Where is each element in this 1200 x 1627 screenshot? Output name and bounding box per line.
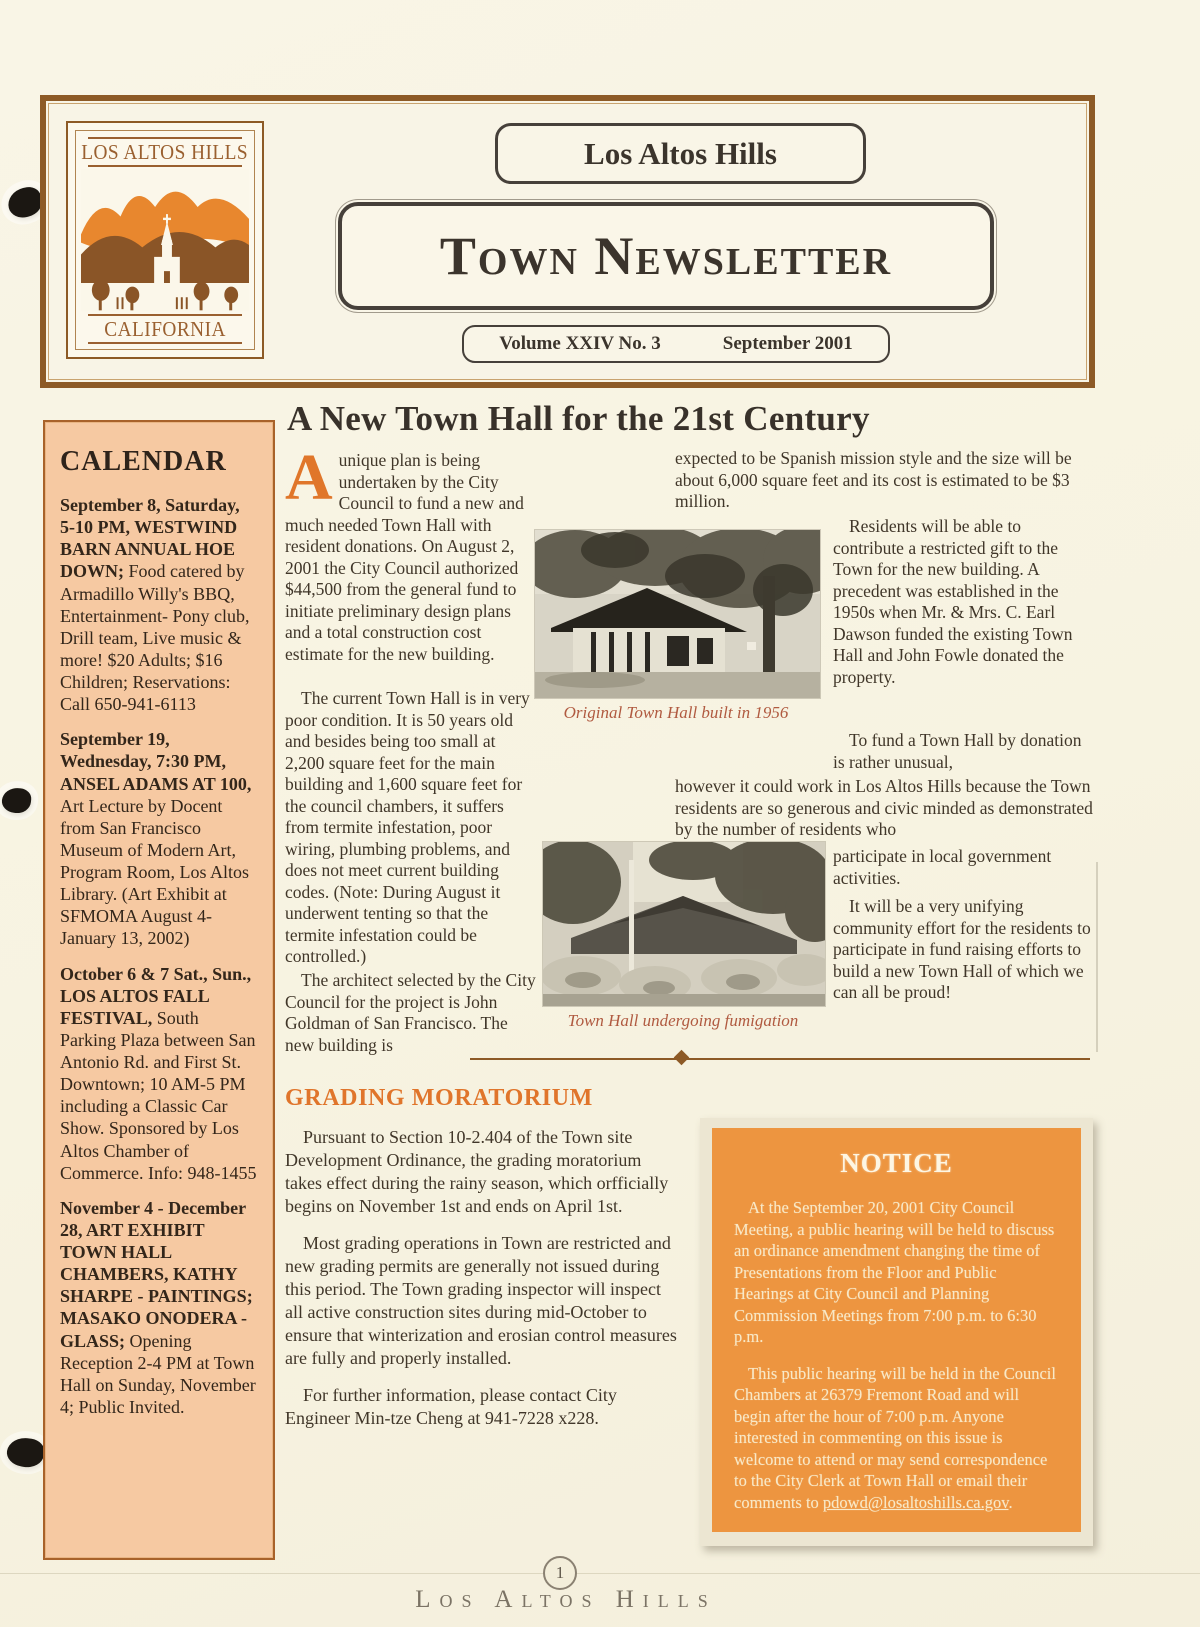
article-paragraph: expected to be Spanish mission style and the size will be about 6,000 square feet and its cost is estimated to be $3 million. [675, 448, 1072, 511]
notice-email-period: . [1008, 1492, 1013, 1512]
calendar-event [60, 494, 258, 715]
masthead-box [40, 95, 1095, 388]
photo-caption: Original Town Hall built in 1956 [563, 703, 789, 722]
event-body: Art Lecture by Docent from San Francisco Museum of Modern Art, Program Room, Los Altos Library. (Art Exhibit at SFMOMA August 4- January 13, 2002) [60, 795, 250, 949]
notice-paragraph [734, 1363, 1059, 1514]
grading-paragraph: For further information, please contact City Engineer Min-tze Cheng at 941-7228 x228. [285, 1385, 617, 1428]
article-paragraph: however it could work in Los Altos Hills because the Town residents are so generous and civic minded as demonstrated by the number of residents who [675, 776, 1093, 839]
page-number: 1 [555, 1563, 565, 1582]
town-name-box [495, 123, 866, 184]
calendar-panel [43, 420, 275, 1560]
binder-hole-bottom [5, 1435, 46, 1469]
event-body: Opening Reception 2-4 PM at Town Hall on Sunday, November 4; Public Invited. [60, 1330, 256, 1417]
article-paragraph: It will be a very unifying community effort for the residents to participate in fund raising efforts to build a new Town Hall of which we can all be proud! [833, 896, 1091, 1002]
article-body [285, 441, 1095, 1066]
calendar-event [60, 963, 258, 1184]
section-divider [470, 1058, 1090, 1060]
calendar-event [60, 728, 258, 949]
event-lead: October 6 & 7 Sat., Sun., LOS ALTOS FALL FESTIVAL, [60, 963, 252, 1028]
article-paragraph: Residents will be able to contribute a restricted gift to the Town for the new building. A precedent was established in the 1950s when Mr. & Mrs. C. Earl Dawson funded the existing Town Hall and John Fowle donated the property. [833, 516, 1073, 687]
drop-cap: A [285, 441, 333, 514]
town-name-label: Los Altos Hills [584, 135, 777, 171]
notice-paragraph: At the September 20, 2001 City Council Meeting, a public hearing will be held to discuss an ordinance amendment changing the time of Presentations from the Floor and Public Hearings at City Council and Planning Commission Meetings from 7:00 p.m. to 6:30 p.m. [734, 1198, 1055, 1346]
event-lead: November 4 - December 28, ART EXHIBIT TOWN HALL CHAMBERS, KATHY SHARPE - PAINTINGS; MASAKO ONODERA - GLASS; [60, 1197, 253, 1351]
logo-rule [88, 165, 243, 167]
notice-email-link[interactable]: pdowd@losaltoshills.ca.gov [822, 1492, 1009, 1512]
binder-hole-top [5, 184, 45, 220]
logo-state-label: CALIFORNIA [104, 316, 226, 341]
article-paragraph [285, 441, 535, 665]
binder-hole-middle [1, 787, 32, 815]
grading-section [285, 1085, 677, 1444]
grading-paragraph: Most grading operations in Town are restricted and new grading permits are generally not issued during this period. The Town grading inspector will inspect all active construction sites during mid-October to ensure that winterization and erosian control measures are fully and properly installed. [285, 1233, 677, 1368]
article-paragraph: The architect selected by the City Council for the project is John Goldman of San Francisco. The new building is [285, 970, 536, 1055]
issue-date-label: September 2001 [722, 333, 853, 354]
photo-caption: Town Hall undergoing fumigation [567, 1011, 799, 1030]
page-number-badge [543, 1556, 577, 1590]
footer-town-name: Los Altos Hills [415, 1586, 717, 1613]
paragraph-text: unique plan is being undertaken by the City Council to fund a new and much needed Town Hall with resident donations. On August 2, 2001 the City Council authorized $44,500 from the general fund to initiate preliminary design plans and a total construction cost estimate for the new building. [285, 450, 524, 664]
calendar-title: CALENDAR [60, 446, 227, 477]
event-body: South Parking Plaza between San Antonio Rd. and First St. Downtown; 10 AM-5 PM including a Classic Car Show. Sponsored by Los Altos Chamber of Commerce. Info: 948-1455 [60, 1007, 257, 1183]
town-logo [66, 121, 264, 359]
article-paragraph: participate in local government activities. [833, 846, 1052, 888]
grading-title: GRADING MORATORIUM [285, 1085, 593, 1111]
notice-title: NOTICE [840, 1148, 953, 1178]
article-title: A New Town Hall for the 21st Century [287, 399, 870, 438]
event-lead: September 8, Saturday, 5-10 PM, WESTWIND BARN ANNUAL HOE DOWN; [60, 495, 240, 582]
logo-town-label: LOS ALTOS HILLS [81, 140, 249, 164]
photo-fumigation-tent [543, 842, 825, 1006]
volume-label: Volume XXIV No. 3 [499, 333, 661, 354]
footer-rule [0, 1573, 1200, 1574]
notice-paragraph-text: This public hearing will be held in the Council Chambers at 26379 Fremont Road and will begin after the hour of 7:00 p.m. Anyone interested in commenting on this issue is welcome to attend or may send correspondence to the City Clerk at Town Hall or email their comments to [734, 1363, 1056, 1512]
event-lead: September 19, Wednesday, 7:30 PM, ANSEL ADAMS AT 100, [60, 729, 252, 794]
grading-paragraph: Pursuant to Section 10-2.404 of the Town site Development Ordinance, the grading moratorium takes effect during the rainy season, which orfficially begins on November 1st and ends on April 1st. [285, 1127, 669, 1216]
article-paragraph: The current Town Hall is in very poor condition. It is 50 years old and besides being too small at 2,200 square feet for the main building and 1,600 square feet for the council chambers, it suffers from termite infestation, poor wiring, plumbing problems, and does not meet current building codes. (Note: During August it underwent tenting so that the termite infestation could be controlled.) [285, 688, 530, 966]
event-body: Food catered by Armadillo Willy's BBQ, Entertainment- Pony club, Drill team, Live music & more! $20 Adults; $16 Children; Reservations: Call 650-941-6113 [60, 561, 250, 715]
logo-rule [88, 342, 243, 344]
photo-original-town-hall [535, 530, 820, 698]
notice-board-frame [700, 1118, 1093, 1546]
notice-board [712, 1128, 1081, 1532]
article-paragraph: To fund a Town Hall by donation is rather unusual, [833, 730, 1082, 772]
calendar-event [60, 1197, 258, 1418]
newsletter-title: Town Newsletter [439, 226, 893, 286]
town-logo-illustration [81, 169, 249, 312]
newsletter-title-box [338, 202, 994, 310]
town-logo-frame [75, 130, 255, 350]
volume-box [462, 325, 890, 363]
